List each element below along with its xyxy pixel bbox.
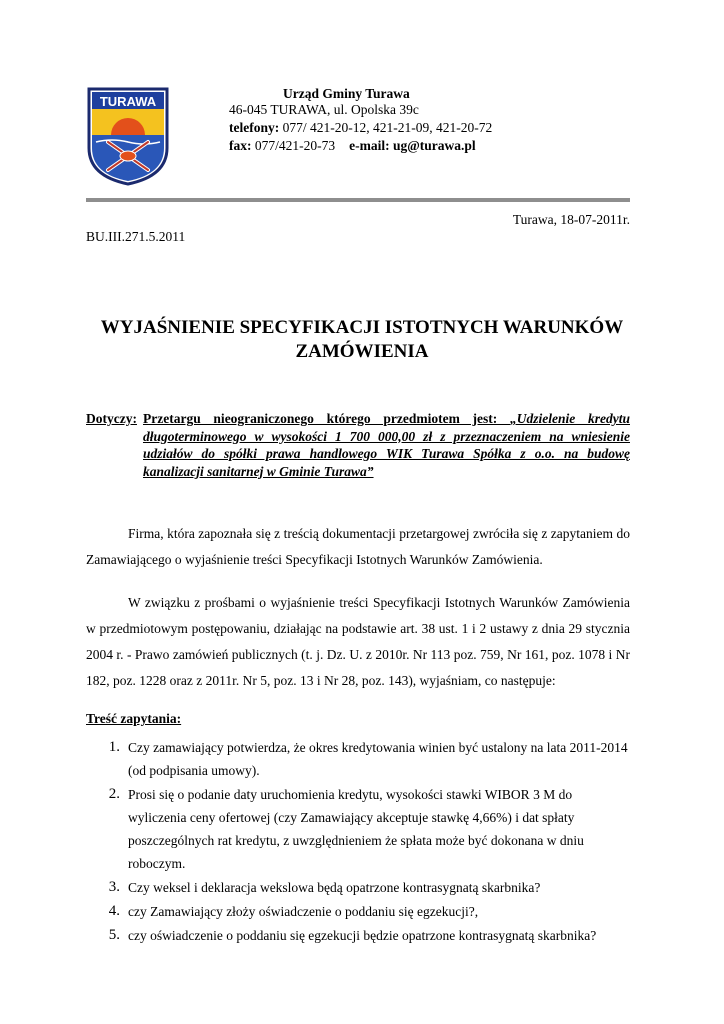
fax-value: 077/421-20-73 — [251, 138, 336, 153]
list-item — [86, 736, 630, 782]
document-title: WYJAŚNIENIE SPECYFIKACJI ISTOTNYCH WARUNKÓW ZAMÓWIENIA — [100, 317, 624, 362]
phones-label: telefony: — [229, 120, 280, 135]
paragraph-inquiry: Firma, która zapoznała się z treścią dokumentacji przetargowej zwróciła się z zapytaniem do Zamawiającego o wyjaśnienie treści Specyfikacji Istotnych Warunków Zamówienia. — [86, 526, 630, 567]
question-text: czy Zamawiający złoży oświadczenie o poddaniu się egzekucji?, — [128, 904, 479, 919]
subject-body: „Udzielenie kredytu długoterminowego w wysokości 1 700 000,00 zł z przeznaczeniem na wniesienie udziałów do spółki prawa handlowego WIK Turawa Spółka z o.o. na budowę kanalizacji sanitarnej w Gminie Turawa” — [142, 411, 630, 479]
office-fax-email — [229, 137, 476, 155]
subject-block — [86, 410, 630, 480]
list-item — [86, 924, 630, 947]
questions-list — [86, 736, 630, 948]
question-number: 1. — [108, 739, 120, 755]
list-item — [86, 783, 630, 875]
question-text: Czy zamawiający potwierdza, że okres kredytowania winien być ustalony na lata 2011-2014 (od podpisania umowy). — [128, 740, 628, 778]
list-item — [86, 900, 630, 923]
subject-label: Dotyczy: — [86, 411, 137, 426]
subject-text — [143, 410, 630, 480]
list-item — [86, 876, 630, 899]
phones-value: 077/ 421-20-12, 421-21-09, 421-20-72 — [279, 120, 493, 135]
question-text: Prosi się o podanie daty uruchomienia kredytu, wysokości stawki WIBOR 3 M do wyliczenia ceny ofertowej (czy Zamawiający akceptuje stawkę 4,66%) i dat spłaty poszczególnych rat kredytu, z uwzględnieniem że spłata może być dokonana w dniu roboczym. — [128, 787, 584, 871]
document-date: Turawa, 18-07-2011r. — [512, 212, 630, 227]
header-divider — [86, 198, 630, 202]
svg-text:TURAWA: TURAWA — [99, 94, 157, 109]
turawa-coat-of-arms-logo — [86, 86, 170, 186]
fax-label: fax: — [229, 138, 252, 153]
office-name: Urząd Gminy Turawa — [283, 86, 410, 101]
email-label: e-mail: ug@turawa.pl — [349, 138, 476, 153]
questions-heading: Treść zapytania: — [86, 711, 182, 726]
reference-number: BU.III.271.5.2011 — [86, 229, 186, 244]
question-number: 4. — [108, 903, 120, 919]
office-phones — [229, 119, 492, 137]
office-address: 46-045 TURAWA, ul. Opolska 39c — [229, 102, 419, 117]
question-text: Czy weksel i deklaracja wekslowa będą opatrzone kontrasygnatą skarbnika? — [128, 880, 541, 895]
paragraph-legal-basis: W związku z prośbami o wyjaśnienie treści Specyfikacji Istotnych Warunków Zamówienia w przedmiotowym postępowaniu, działając na podstawie art. 38 ust. 1 i 2 ustawy z dnia 29 stycznia 2004 r. - Prawo zamówień publicznych (t. j. Dz. U. z 2010r. Nr 113 poz. 759, Nr 161, poz. 1078 i Nr 182, poz. 1228 oraz z 2011r. Nr 5, poz. 13 i Nr 28, poz. 143), wyjaśniam, co następuje: — [86, 595, 630, 688]
question-number: 2. — [108, 786, 120, 802]
question-text: czy oświadczenie o poddaniu się egzekucji będzie opatrzone kontrasygnatą skarbnika? — [128, 928, 597, 943]
question-number: 3. — [108, 879, 120, 895]
subject-intro: Przetargu nieograniczonego którego przedmiotem jest: — [142, 411, 511, 426]
question-number: 5. — [108, 927, 120, 943]
